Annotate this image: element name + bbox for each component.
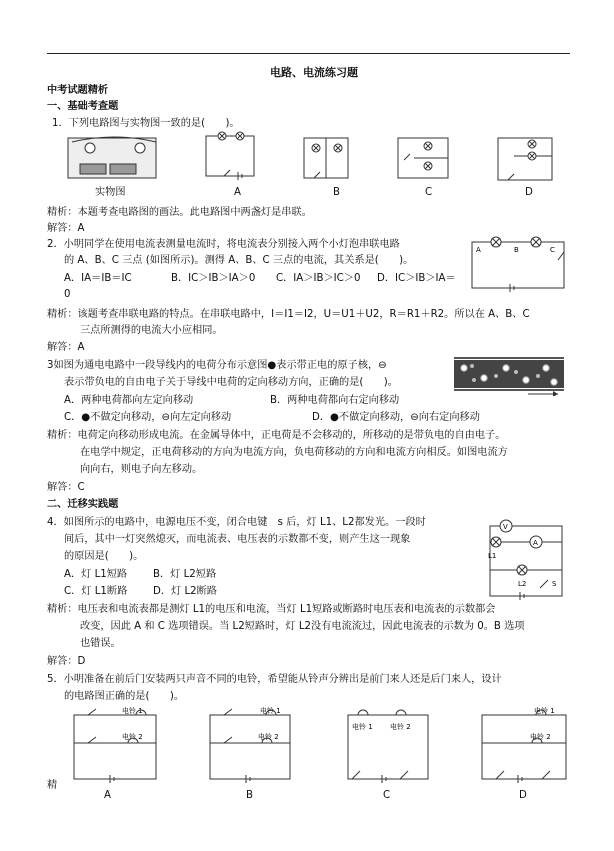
svg-text:A: A	[533, 539, 538, 547]
option-d: D．灯 L2断路	[153, 586, 217, 597]
analysis: 精析：电压表和电流表都是测灯 L1的电压和电流，当灯 L1短路或断路时电压表和电流表的示数都会	[47, 604, 496, 615]
section-heading: 一、基础考查题	[47, 101, 119, 112]
figure-label: D	[519, 790, 527, 801]
figure-label: B	[333, 187, 340, 198]
circuit-d	[482, 706, 566, 783]
answer: 解答：C	[47, 482, 85, 493]
circuit-a	[206, 132, 254, 180]
answer: 解答：A	[47, 342, 85, 353]
svg-text:电铃 2: 电铃 2	[122, 733, 143, 741]
figure-label: A	[104, 790, 111, 801]
question-stem: 4．如图所示的电路中，电源电压不变，闭合电键 s 后，灯 L1、L2都发光。一段时	[47, 517, 426, 528]
analysis-fragment: 精	[47, 780, 58, 791]
option-a: A．两种电荷都向左定向移动	[64, 395, 194, 406]
analysis: 精析：该题考查串联电路的特点。在串联电路中，I＝I1＝I2，U＝U1＋U2，R＝R1＋R2。所以在 A、B、C	[47, 309, 530, 320]
option-d-tail: 0	[64, 289, 71, 300]
q4-circuit-figure	[478, 512, 572, 600]
svg-text:电铃 2: 电铃 2	[390, 723, 411, 731]
point-label: A	[476, 246, 481, 254]
option-b: B．两种电荷都向右定向移动	[270, 395, 400, 406]
option-d: D．IC＞IB＞IA＝	[377, 273, 456, 284]
analysis: 精析：本题考查电路图的画法。此电路图中两盏灯是串联。	[47, 207, 312, 218]
svg-text:电铃 1: 电铃 1	[260, 707, 281, 715]
header-rule	[47, 53, 570, 54]
analysis: 改变，因此 A 和 C 选项错误。当 L2短路时，灯 L2没有电流流过，因此电流表的示数为 0。B 选项	[80, 621, 525, 632]
question-stem: 2．小明同学在使用电流表测量电流时，将电流表分别接入两个小灯泡串联电路	[47, 239, 400, 250]
battery-icon	[80, 164, 106, 174]
svg-text:电铃 1: 电铃 1	[122, 707, 143, 715]
section-heading: 二、迁移实践题	[47, 499, 119, 510]
figure-label: C	[425, 187, 433, 198]
question-stem: 1．下列电路图与实物图一致的是( )。	[52, 118, 240, 129]
option-c: C．IA＞IB＞IC＞0	[276, 273, 361, 284]
bell-icon	[358, 710, 368, 715]
battery-icon	[110, 164, 136, 174]
svg-text:电铃 2: 电铃 2	[258, 733, 279, 741]
analysis: 精析：电荷定向移动形成电流。在金属导体中，正电荷是不会移动的，所移动的是带负电的自由电子。	[47, 430, 506, 441]
figure-label: A	[234, 187, 241, 198]
svg-text:V: V	[503, 523, 508, 531]
question-stem: 3如图为通电电路中一段导线内的电荷分布示意图●表示带正电的原子核，⊖	[47, 360, 387, 371]
answer: 解答：D	[47, 656, 86, 667]
option-c: C．灯 L1断路	[64, 586, 128, 597]
bulb-icon	[135, 143, 145, 153]
bulb-icon	[85, 143, 95, 153]
svg-text:L2: L2	[518, 580, 527, 588]
svg-text:电铃 2: 电铃 2	[530, 733, 551, 741]
analysis: 在电学中规定，正电荷移动的方向为电流方向，负电荷移动的方向和电流方向相反。如图电流方	[80, 447, 508, 458]
circuit-c	[348, 710, 428, 783]
question-stem: 5．小明准备在前后门安装两只声音不同的电铃，希望能从铃声分辨出是前门来人还是后门来人，设计	[47, 674, 502, 685]
q3-wire-figure	[454, 356, 564, 396]
question-stem: 的电路图正确的是( )。	[64, 691, 185, 702]
option-b: B．IC＞IB＞IA＞0	[171, 273, 256, 284]
option-b: B．灯 L2短路	[153, 569, 217, 580]
analysis: 向向右，则电子向左移动。	[80, 464, 203, 475]
analysis: 也错误。	[80, 638, 121, 649]
svg-text:S: S	[552, 580, 557, 588]
figure-label: B	[246, 790, 253, 801]
section-heading: 中考试题精析	[47, 85, 109, 96]
question-stem: 间后，其中一灯突然熄灭，而电流表、电压表的示数都不变，则产生这一现象	[64, 534, 411, 545]
q2-circuit-figure	[460, 232, 572, 294]
point-label: C	[550, 246, 555, 254]
question-stem: 表示带负电的自由电子关于导线中电荷的定向移动方向，正确的是( )。	[64, 377, 398, 388]
svg-text:电铃 1: 电铃 1	[352, 723, 373, 731]
figure-label: C	[383, 790, 391, 801]
option-a: A．灯 L1短路	[64, 569, 128, 580]
q1-figures	[64, 130, 564, 202]
q5-circuit-figures	[66, 705, 576, 797]
circuit-a	[74, 706, 156, 783]
option-d: D．●不做定向移动，⊖向右定向移动	[312, 412, 480, 423]
option-a: A．IA＝IB＝IC	[64, 273, 132, 284]
option-c: C．●不做定向移动，⊖向左定向移动	[64, 412, 232, 423]
svg-text:电铃 1: 电铃 1	[534, 707, 555, 715]
figure-label: D	[525, 187, 533, 198]
question-stem: 的原因是( )。	[64, 551, 144, 562]
bell-icon	[396, 710, 406, 715]
circuit-b	[304, 138, 348, 178]
figure-label: 实物图	[95, 187, 126, 198]
circuit-d	[498, 138, 552, 180]
analysis: 三点所测得的电流大小应相同。	[80, 325, 223, 336]
circuit-b	[210, 706, 290, 783]
page-title: 电路、电流练习题	[270, 66, 358, 79]
circuit-c	[398, 138, 448, 178]
question-stem: 的 A、B、C 三点 (如图所示)。测得 A、B、C 三点的电流，其关系是( )。	[64, 255, 414, 266]
point-label: B	[514, 246, 519, 254]
svg-text:L1: L1	[488, 552, 497, 560]
answer: 解答：A	[47, 223, 85, 234]
